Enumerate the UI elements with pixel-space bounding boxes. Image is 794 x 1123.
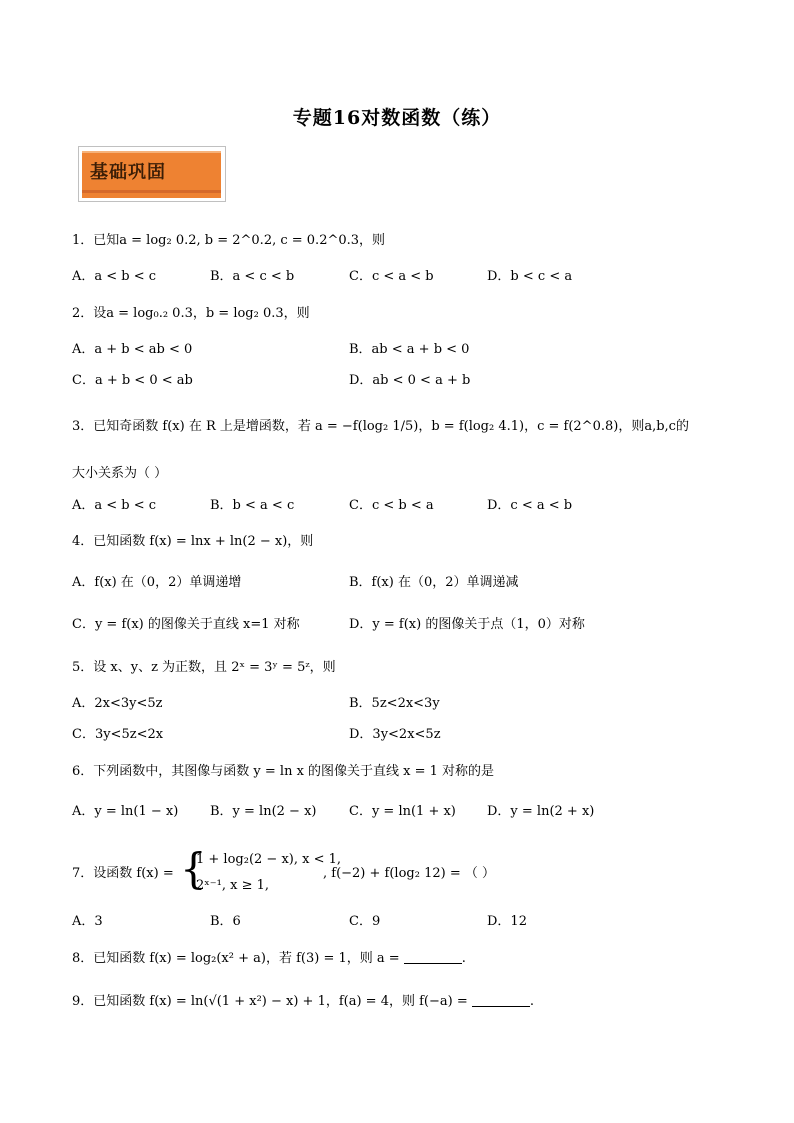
q4-option-a: A．f(x) 在（0，2）单调递增 [72,575,242,590]
q3-option-a: A．a < b < c [72,498,157,513]
q6-option-a: A．y = ln(1 − x) [72,804,179,819]
q7-option-a: A．3 [72,914,103,929]
q6-option-c: C．y = ln(1 + x) [349,804,456,819]
question-4-stem: 4．已知函数 f(x) = lnx + ln(2 − x)，则 [72,534,314,549]
page-title: 专题16对数函数（练） [292,107,502,129]
q5-option-b: B．5z<2x<3y [349,696,440,711]
q6-option-d: D．y = ln(2 + x) [487,804,595,819]
q3-option-b: B．b < a < c [210,498,295,513]
q3-option-d: D．c < a < b [487,498,573,513]
question-5-stem: 5．设 x、y、z 为正数，且 2ˣ = 3ʸ = 5ᶻ，则 [72,660,336,675]
question-8 [72,949,466,968]
q3-option-c: C．c < b < a [349,498,434,513]
section-badge [78,146,226,202]
q4-option-b: B．f(x) 在（0，2）单调递减 [349,575,519,590]
question-7-stem: 7．设函数 f(x) = [72,866,174,881]
q9-end: . [529,994,535,1009]
q7-piece-1: 1 + log₂(2 − x), x < 1, [196,852,342,867]
piecewise-brace: { [180,844,207,893]
q4-option-c: C．y = f(x) 的图像关于直线 x=1 对称 [72,617,300,632]
q4-option-d: D．y = f(x) 的图像关于点（1，0）对称 [349,617,585,632]
q7-stem-tail: , f(−2) + f(log₂ 12) = （ ） [323,866,495,881]
q7-option-c: C．9 [349,914,381,929]
q1-option-b: B．a < c < b [210,269,295,284]
q8-answer-blank[interactable] [404,949,462,964]
question-9 [72,992,534,1011]
q1-option-a: A．a < b < c [72,269,157,284]
q5-option-d: D．3y<2x<5z [349,727,441,742]
q2-option-a: A．a + b < ab < 0 [72,342,193,357]
q7-option-b: B．6 [210,914,241,929]
q1-option-d: D．b < c < a [487,269,573,284]
question-3-stem: 3．已知奇函数 f(x) 在 R 上是增函数，若 a = −f(log₂ 1/5)，b = f(log₂ 4.1)，c = f(2^0.8)，则a,b,c的 [72,419,689,434]
q1-option-c: C．c < a < b [349,269,434,284]
badge-label: 基础巩固 [90,162,166,183]
q8-end: . [461,951,466,966]
q2-option-c: C．a + b < 0 < ab [72,373,193,388]
q5-option-c: C．3y<5z<2x [72,727,164,742]
q6-option-b: B．y = ln(2 − x) [210,804,317,819]
q8-stem: 8．已知函数 f(x) = log₂(x² + a)，若 f(3) = 1，则 a = [72,951,400,966]
badge-stripe [82,190,221,193]
question-1-stem: 1．已知a = log₂ 0.2, b = 2^0.2, c = 0.2^0.3，则 [72,233,386,248]
q2-option-b: B．ab < a + b < 0 [349,342,470,357]
q2-option-d: D．ab < 0 < a + b [349,373,471,388]
q7-piece-2: 2ˣ⁻¹, x ≥ 1, [196,878,270,893]
question-2-stem: 2．设a = log₀.₂ 0.3，b = log₂ 0.3，则 [72,306,310,321]
q9-stem: 9．已知函数 f(x) = ln(√(1 + x²) − x) + 1，f(a) = 4，则 f(−a) = [72,994,468,1009]
question-6-stem: 6．下列函数中，其图像与函数 y = ln x 的图像关于直线 x = 1 对称的是 [72,764,495,779]
q9-answer-blank[interactable] [472,992,530,1007]
q7-option-d: D．12 [487,914,527,929]
q5-option-a: A．2x<3y<5z [72,696,163,711]
question-3-stem-cont: 大小关系为（ ） [72,466,168,481]
